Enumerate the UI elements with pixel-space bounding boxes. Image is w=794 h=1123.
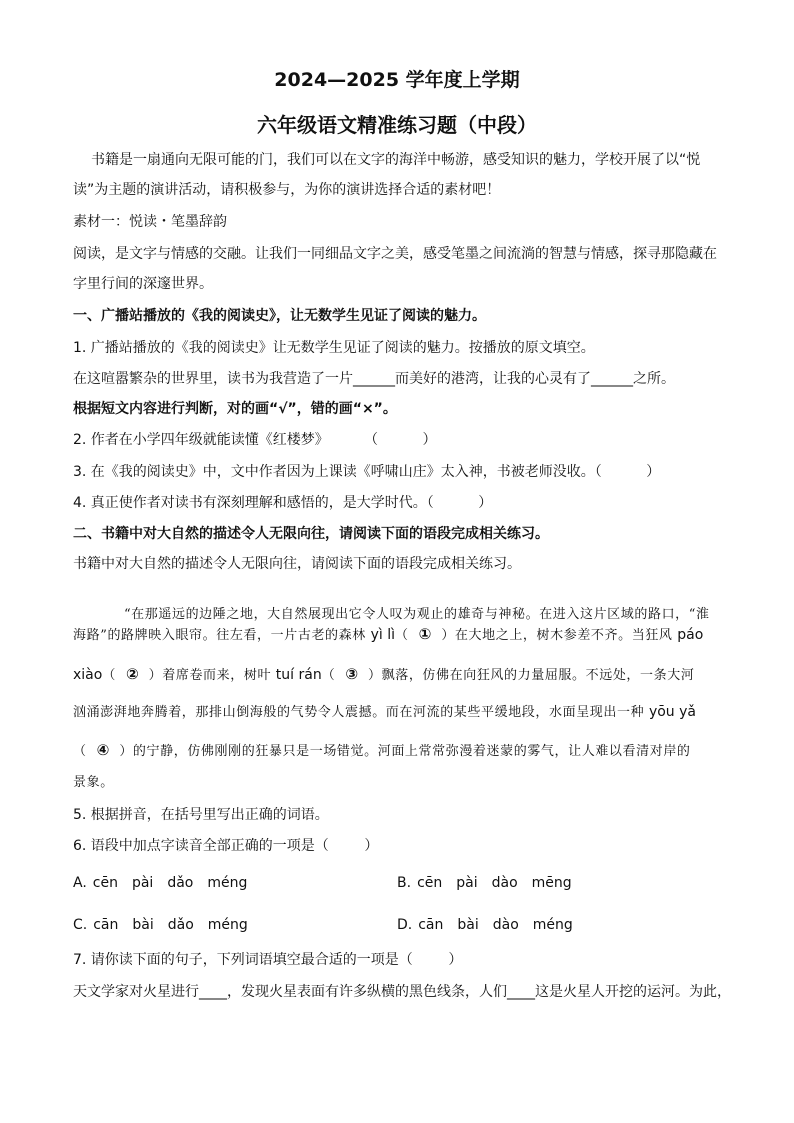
material-title: 素材一：悦读・笔墨辞韵 <box>73 214 227 230</box>
option-reading: dǎo <box>167 917 194 933</box>
question-7: 7. 请你读下面的句子，下列词语填空最合适的一项是（ ） <box>73 952 463 968</box>
option-reading: cēn <box>92 875 118 891</box>
option-reading: mēng <box>531 875 572 891</box>
option-reading: pài <box>131 875 154 891</box>
question-1-fill-sentence: 在这喧嚣繁杂的世界里，读书为我营造了一片______而美好的港湾，让我的心灵有了______之所。 <box>73 371 675 387</box>
option-label: C. <box>73 917 88 933</box>
question-3: 3. 在《我的阅读史》中，文中作者因为上课读《呼啸山庄》太入神，书被老师没收。（ ） <box>73 464 661 480</box>
pinyin: yōu yǎ <box>648 704 696 720</box>
option-reading: pài <box>456 875 478 891</box>
option-a <box>73 874 261 892</box>
option-reading: méng <box>207 917 248 933</box>
pinyin: páo <box>677 627 704 643</box>
option-reading: cān <box>93 917 119 933</box>
option-label: B. <box>397 875 412 891</box>
passage-line <box>73 741 691 761</box>
passage-text: ）的宁静，仿佛刚刚的狂暴只是一场错觉。河面上常常弥漫着迷蒙的雾气，让人难以看清对岸的 <box>119 744 691 759</box>
intro-line: 书籍是一扇通向无限可能的门，我们可以在文字的海洋中畅游，感受知识的魅力，学校开展了以“悦 <box>91 152 701 168</box>
pinyin: yì lì <box>370 627 395 643</box>
passage-text: ）在大地之上，树木参差不齐。当狂风 <box>441 628 678 643</box>
option-reading: méng <box>207 875 248 891</box>
passage-text: （ <box>102 668 116 683</box>
question-6: 6. 语段中加点字读音全部正确的一项是（ ） <box>73 838 379 854</box>
section2-heading: 二、书籍中对大自然的描述令人无限向往，请阅读下面的语段完成相关练习。 <box>73 526 549 542</box>
question-2: 2. 作者在小学四年级就能读懂《红楼梦》 <box>73 432 329 448</box>
section1-heading: 一、广播站播放的《我的阅读史》，让无数学生见证了阅读的魅力。 <box>73 308 486 324</box>
passage-text: （ <box>395 628 409 643</box>
intro-line: 读”为主题的演讲活动，请积极参与，为你的演讲选择合适的素材吧！ <box>73 182 501 198</box>
material-line: 阅读，是文字与情感的交融。让我们一同细品文字之美，感受笔墨之间流淌的智慧与情感，探寻那隐藏在 <box>73 246 717 262</box>
passage-text: 景象。 <box>73 775 114 790</box>
option-reading: cēn <box>417 875 443 891</box>
passage-line <box>73 774 114 792</box>
blank-number: ③ <box>345 665 359 683</box>
option-b <box>397 874 586 892</box>
option-reading: dǎo <box>167 875 194 891</box>
option-reading: bài <box>457 917 479 933</box>
blank-number: ④ <box>96 741 110 759</box>
document-title: 2024—2025 学年度上学期 <box>274 69 520 91</box>
pinyin: xiào <box>73 667 103 683</box>
pinyin: tuí rán <box>275 667 322 683</box>
passage-text: ）着席卷而来，树叶 <box>148 668 276 683</box>
passage-text: 汹涌澎湃地奔腾着，那排山倒海般的气势令人震撼。而在河流的某些平缓地段，水面呈现出一种 <box>73 705 649 720</box>
option-label: D. <box>397 917 413 933</box>
section2-intro: 书籍中对大自然的描述令人无限向往，请阅读下面的语段完成相关练习。 <box>73 556 521 572</box>
passage-text: “在那遥远的边陲之地，大自然展现出它令人叹为观止的雄奇与神秘。在进入这片区域的路口，“淮 <box>123 607 710 622</box>
blank-number: ① <box>418 625 432 643</box>
material-line: 字里行间的深邃世界。 <box>73 276 213 292</box>
passage-text: 海路”的路牌映入眼帘。往左看，一片古老的森林 <box>73 628 371 643</box>
option-reading: bài <box>132 917 154 933</box>
option-reading: méng <box>532 917 573 933</box>
passage-line <box>73 665 694 685</box>
option-reading: dào <box>492 917 519 933</box>
question-1: 1. 广播站播放的《我的阅读史》让无数学生见证了阅读的魅力。按播放的原文填空。 <box>73 340 595 356</box>
passage-text: （ <box>321 668 336 683</box>
option-label: A. <box>73 875 87 891</box>
passage-text: （ <box>73 744 87 759</box>
option-reading: dào <box>491 875 518 891</box>
passage-line <box>73 703 696 722</box>
question-5: 5. 根据拼音，在括号里写出正确的词语。 <box>73 807 329 823</box>
judge-instruction: 根据短文内容进行判断，对的画“√”，错的画“×”。 <box>73 401 397 417</box>
document-subtitle: 六年级语文精准练习题（中段） <box>257 113 537 137</box>
passage-line <box>73 625 703 645</box>
option-c <box>73 916 262 934</box>
passage-text: ）飘落，仿佛在向狂风的力量屈服。不远处，一条大河 <box>368 668 695 683</box>
question-4: 4. 真正使作者对读书有深刻理解和感悟的，是大学时代。（ ） <box>73 495 493 511</box>
question-2-answer-paren: （ ） <box>364 432 437 448</box>
option-d <box>397 916 587 934</box>
question-7-sentence: 天文学家对火星进行____，发现火星表面有许多纵横的黑色线条，人们____这是火星人开挖的运河。为此， <box>73 984 731 1000</box>
blank-number: ② <box>125 665 139 683</box>
option-reading: cān <box>418 917 444 933</box>
